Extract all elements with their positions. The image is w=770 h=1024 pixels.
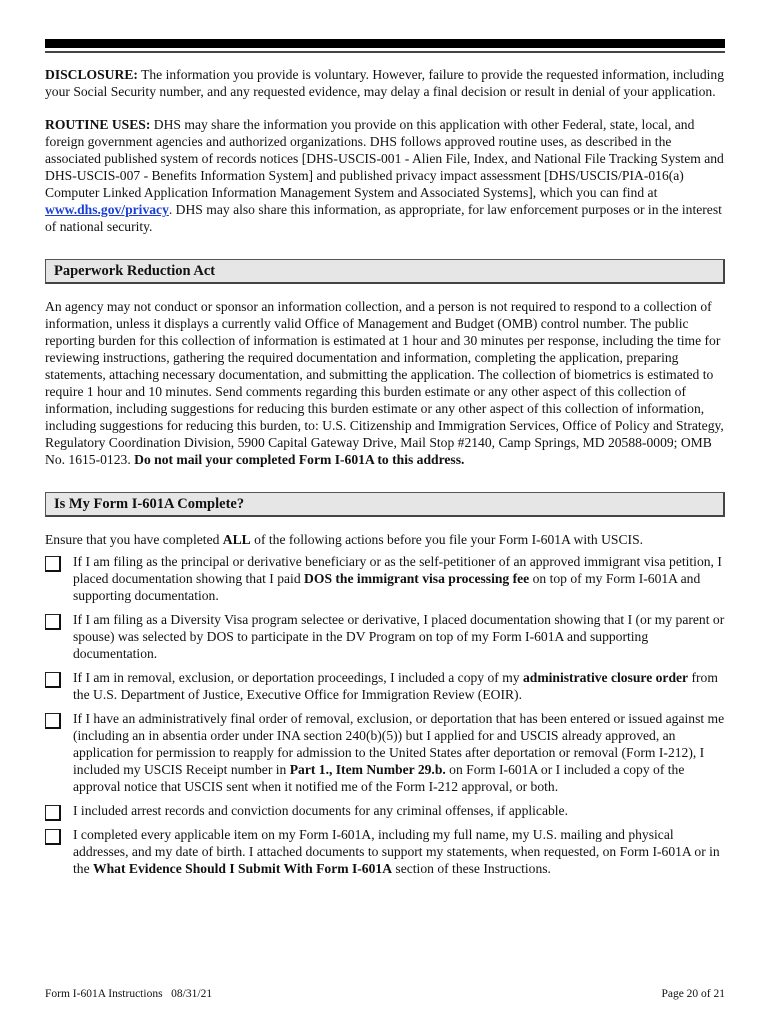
checklist-item	[45, 802, 725, 819]
checklist-item	[45, 826, 725, 877]
checkbox[interactable]	[45, 556, 61, 572]
top-rule-thick	[45, 39, 725, 48]
routine-uses-paragraph	[45, 116, 725, 235]
item-text: I included arrest records and conviction documents for any criminal offenses, if applicable.	[73, 803, 568, 818]
item-text: If I have an administratively final order of removal, exclusion, or deportation that has been entered or issued against me (including an in absentia order under INA section 240(b)(5)) but I applied for and USCIS already approved, an application for permission to reapply for admission to the United States after deportation or removal (Form I-212), I included my USCIS Receipt number in	[73, 711, 725, 777]
routine-uses-label: ROUTINE USES:	[45, 117, 151, 132]
item-text: If I am filing as a Diversity Visa program selectee or derivative, I placed documentation showing that I (or my parent or spouse) was selected by DOS to participate in the DV Program on top of my Form I-601A and supporting documentation.	[73, 612, 725, 661]
checklist-item	[45, 710, 725, 795]
intro-text-end: of the following actions before you file your Form I-601A with USCIS.	[250, 532, 644, 547]
checklist-intro	[45, 531, 725, 548]
item-text-end: on Form I-601A or I included a copy of the approval notice that USCIS sent when it notified me of the Form I-212 approval, or both.	[73, 762, 685, 794]
checkbox[interactable]	[45, 805, 61, 821]
page-number: Page 20 of 21	[661, 988, 725, 1000]
checklist-item	[45, 669, 725, 703]
disclosure-text: The information you provide is voluntary. However, failure to provide the requested information, including your Social Security number, and any requested evidence, may delay a final decision or result in denial of your application.	[45, 67, 725, 99]
item-text: If I am in removal, exclusion, or deportation proceedings, I included a copy of my	[73, 670, 523, 685]
page-content	[45, 66, 725, 884]
checkbox[interactable]	[45, 713, 61, 729]
section-heading-complete: Is My Form I-601A Complete?	[45, 492, 725, 517]
checklist-item	[45, 611, 725, 662]
routine-uses-text: DHS may share the information you provide on this application with other Federal, state, local, and foreign government agencies and authorized organizations. DHS follows approved routine uses, as described in the associated published system of records notices [DHS-USCIS-001 - Alien File, Index, and National File Tracking System and DHS-USCIS-007 - Benefits Information System] and published privacy impact assessment [DHS/USCIS/PIA-016(a) Computer Linked Application Information Management System and Associated Systems], which you can find at	[45, 117, 724, 200]
page-footer	[45, 986, 725, 1003]
paperwork-warning: Do not mail your completed Form I-601A to this address.	[134, 452, 465, 467]
disclosure-paragraph	[45, 66, 725, 100]
item-text: I completed every applicable item on my Form I-601A, including my full name, my U.S. mailing and physical addresses, and my date of birth. I attached documents to support my statements, when requested, on Form I-601A or in the	[73, 827, 720, 876]
item-bold: What Evidence Should I Submit With Form I-601A	[93, 861, 393, 876]
disclosure-label: DISCLOSURE:	[45, 67, 138, 82]
checklist	[45, 553, 725, 877]
item-bold: Part 1., Item Number 29.b.	[289, 762, 446, 777]
item-bold: administrative closure order	[522, 670, 689, 685]
item-text-end: on top of my Form I-601A and supporting documentation.	[73, 571, 701, 603]
item-text: If I am filing as the principal or derivative beneficiary or as the self-petitioner of an approved immigrant visa petition, I placed documentation showing that I paid	[73, 554, 722, 586]
item-bold: DOS the immigrant visa processing fee	[304, 571, 530, 586]
item-text-end: from the U.S. Department of Justice, Executive Office for Immigration Review (EOIR).	[73, 670, 718, 702]
paperwork-text: An agency may not conduct or sponsor an information collection, and a person is not required to respond to a collection of information, unless it displays a currently valid Office of Management and Budget (OMB) control number. The public reporting burden for this collection of information is estimated at 1 hour and 30 minutes per response, including the time for reviewing instructions, gathering the required documentation and information, completing the application, preparing statements, attaching necessary documentation, and submitting the application. The collection of biometrics is estimated to require 1 hour and 10 minutes. Send comments regarding this burden estimate or any other aspect of this collection of information, including suggestions for reducing this burden estimate or any other aspect of this collection of information, including suggestions for reducing this burden, to: U.S. Citizenship and Immigration Services, Office of Policy and Strategy, Regulatory Coordination Division, 5900 Capital Gateway Drive, Mail Stop #2140, Camp Springs, MD 20588-0009; OMB No. 1615-0123.	[45, 299, 724, 467]
intro-text: Ensure that you have completed	[45, 532, 223, 547]
section-heading-paperwork: Paperwork Reduction Act	[45, 259, 725, 284]
checklist-item	[45, 553, 725, 604]
item-text-end: section of these Instructions.	[392, 861, 551, 876]
intro-bold: ALL	[222, 532, 251, 547]
top-rule-thin	[45, 51, 725, 53]
paperwork-paragraph	[45, 298, 725, 468]
privacy-link[interactable]: www.dhs.gov/privacy	[45, 202, 169, 217]
checkbox[interactable]	[45, 614, 61, 630]
routine-uses-text-after: . DHS may also share this information, as appropriate, for law enforcement purposes or in the interest of national security.	[45, 202, 722, 234]
checkbox[interactable]	[45, 672, 61, 688]
footer-form-id: Form I-601A Instructions 08/31/21	[45, 988, 213, 1000]
checkbox[interactable]	[45, 829, 61, 845]
